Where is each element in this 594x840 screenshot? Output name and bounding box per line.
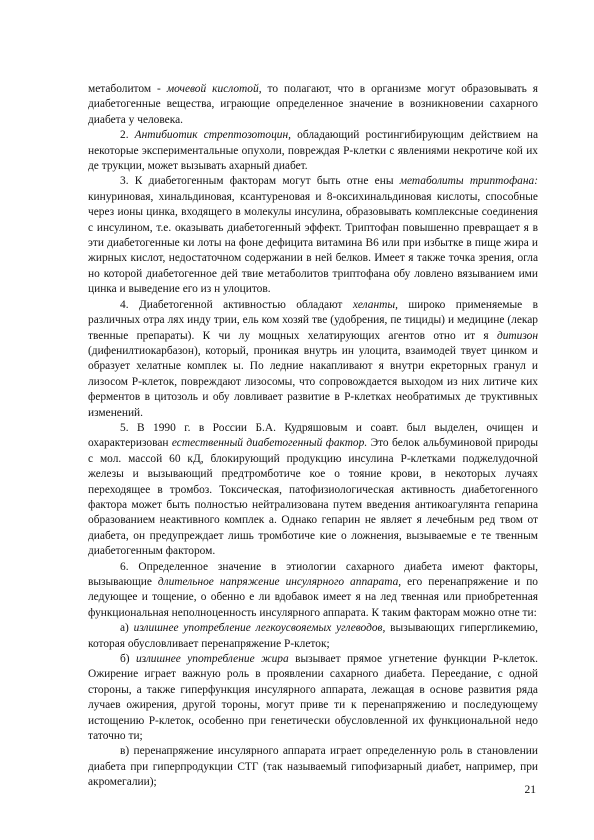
text-run: в) перенапряжение инсулярного аппарата играет определенную роль в становлении диабета при гиперпродукции СТГ (так называемый гипофизарный диабет, например, при акромегалии); xyxy=(88,745,538,789)
text-run: 4. Диабетогенной активностью обладают xyxy=(120,298,353,311)
italic-term: длительное напряжение инсулярного аппарата, xyxy=(157,576,402,588)
paragraph-p7 xyxy=(88,652,538,744)
paragraph-p4 xyxy=(88,421,538,560)
text-run: 5. В 1990 г. в России Б.А. Кудряшовым и соавт. был выделен, очищен и охарактеризован xyxy=(88,421,538,450)
italic-term: Антибиотик стрептозотоцин, xyxy=(134,129,291,142)
paragraph-p0 xyxy=(88,82,538,128)
text-run: 2. xyxy=(120,129,135,142)
paragraph-p5 xyxy=(88,560,538,622)
text-run: Это белок альбуминовой природы с мол. массой 60 кД, блокирующий продукцию инсулина Р-клетками поджелудочной железы и вызывающий предтромботиче кое о тояние крови, в некоторых лучаях переходящее в тромбоз. Токсическая, патофизиологическая активность диабетогенного фактора может быть полностью нейтрализована путем введения антикоагулянта гепарина образованием неактивного комплек а. Однако гепарин не являет я лечебным ред твом от диабета, он предупреждает лишь тромботиче кие о ложнения, вызываемые е те твенным диабетогенным фактором. xyxy=(88,437,539,558)
paragraph-p2 xyxy=(88,174,538,297)
italic-term: естественный диабетогенный фактор. xyxy=(171,437,368,450)
document-body xyxy=(88,82,538,791)
italic-term: хеланты, xyxy=(352,298,398,311)
text-run: широко применяемые в различных отра лях инду трии, ель ком хозяй тве (удобрения, пе тициды) и медицине (лекар твенные препараты). К чи лу мощных хелатирующих агентов отно ит я xyxy=(88,298,538,342)
text-run: вызывает прямое угнетение функции Р-клеток. Ожирение играет важную роль в проявлении сахарного диабета. Переедание, с одной стороны, а также гиперфункция инсулярного аппарата, лежащая в основе развития ряда лучаев ожирения, другой тороны, могут приве ти к перенапряжению и последующему истощению Р-клеток, особенно при генетически обусловленной их функциональной недо таточно ти; xyxy=(88,653,539,743)
paragraph-p3 xyxy=(88,298,538,421)
italic-term: излишнее употребление жира xyxy=(135,653,289,666)
italic-term: мочевой кислотой xyxy=(166,83,259,95)
text-run: б) xyxy=(120,653,136,666)
text-run: его перенапряжение и по ледующее и тощение, о обенно е ли вдобавок имеет я на лед твенная или приобретенная функциональная неполноценность инсулярного аппарата. К таким факторам можно отне ти: xyxy=(88,576,538,619)
text-run: а) xyxy=(120,622,134,635)
paragraph-p6 xyxy=(88,621,538,652)
paragraph-p8 xyxy=(88,744,538,790)
paragraph-p1 xyxy=(88,128,538,174)
text-run: 6. Определенное значение в этиологии сахарного диабета имеют факторы, вызывающие xyxy=(88,560,538,588)
text-run: 3. К диабетогенным факторам могут быть отне ены xyxy=(120,175,400,188)
text-run: (дифенилтиокарбазон), который, проникая внутрь ин улоцита, взаимодей твует цинком и образует хелатные комплек ы. По ледние накапливают я внутри екреторных гранул и лизосом Р-клеток, повреждают лизосомы, что сопровождается выходом из них литиче ких ферментов в цитозоль и обу ловливает развитие в Р-клетках необратимых де труктивных изменений. xyxy=(88,344,538,419)
text-run: обладающий ростингибирующим действием на некоторые экспериментальные опухоли, повреждая Р-клетки с явлениями некротиче кой их де трукции, может вызывать ахарный диабет. xyxy=(88,129,539,173)
text-run: кинуриновая, хинальдиновая, ксантуреновая и 8-оксихинальдиновая кислоты, способные через ионы цинка, входящего в молекулы инсулина, образовывать комплексные соединения с инсулином, т.е. оказывать диабетогенный эффект. Триптофан повышенно превращает я в эти диабетогенные ки лоты на фоне дефицита витамина В6 или при избытке в пище жира и жирных кислот, недостаточном содержании в ней белков. Имеет я также точка зрения, огла но которой диабетогенное дей твие метаболитов триптофана обу ловлено вязыванием ими цинка и выведение его из н улоцитов. xyxy=(88,190,538,296)
italic-term: метаболиты триптофана: xyxy=(399,175,538,188)
text-run: метаболитом - xyxy=(88,83,167,95)
text-run: вызывающих гипергликемию, которая обусловливает перенапряжение Р-клеток; xyxy=(88,622,538,650)
text-run: , то полагают, что в организме могут образовывать я диабетогенные вещества, играющие определенное значение в возникновении сахарного диабета у человека. xyxy=(88,83,538,126)
italic-term: дитизон xyxy=(496,329,538,342)
italic-term: излишнее употребление легкоусвояемых углеводов, xyxy=(133,622,386,635)
page-number: 21 xyxy=(524,784,536,796)
